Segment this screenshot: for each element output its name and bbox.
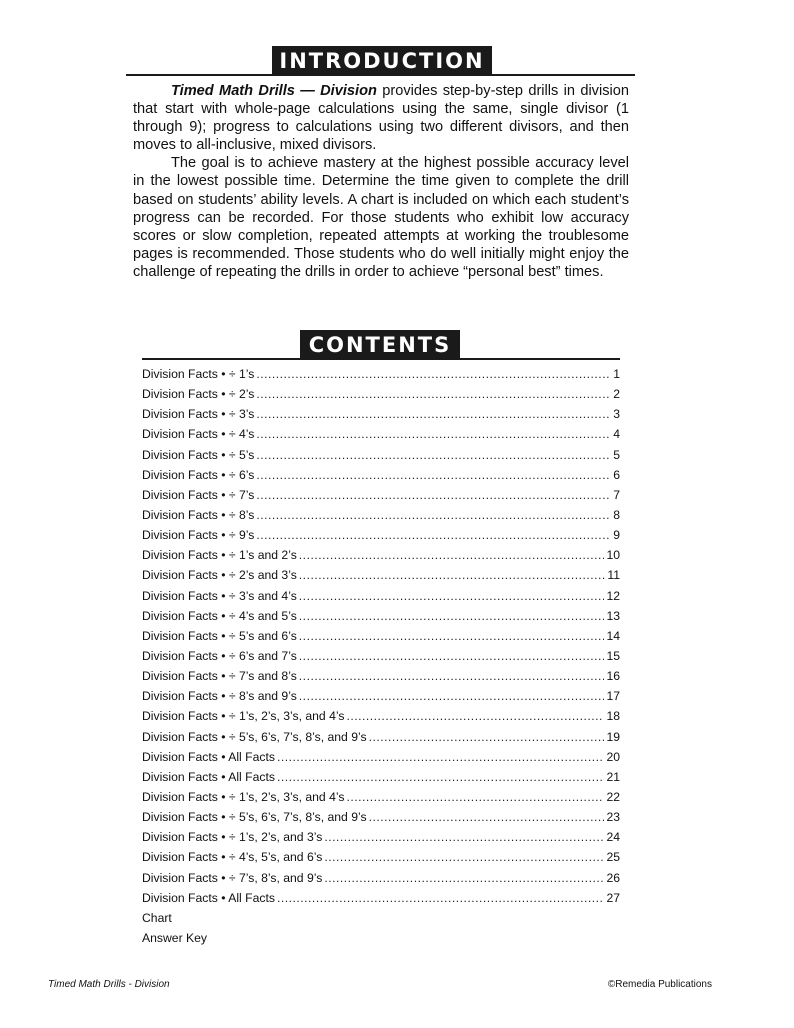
toc-entry-page: 19 [606, 729, 620, 744]
toc-entry [142, 747, 620, 767]
toc-dot-leader [299, 545, 605, 565]
contents-heading: CONTENTS [300, 330, 460, 360]
toc-entry [142, 505, 620, 525]
toc-entry-label: Division Facts • ÷ 3’s and 4’s [142, 588, 297, 603]
toc-dot-leader [256, 404, 611, 424]
toc-entry-label: Division Facts • ÷ 1’s, 2’s, 3’s, and 4’s [142, 709, 345, 724]
toc-dot-leader [346, 706, 604, 726]
toc-entry-label: Division Facts • ÷ 7’s [142, 487, 255, 502]
intro-paragraph-1 [133, 82, 629, 154]
toc-entry [142, 485, 620, 505]
toc-entry [142, 868, 620, 888]
toc-entry [142, 928, 620, 948]
toc-entry-label: Division Facts • ÷ 7’s, 8’s, and 9’s [142, 870, 323, 885]
toc-entry-page: 3 [613, 407, 620, 422]
toc-entry [142, 565, 620, 585]
toc-entry [142, 465, 620, 485]
toc-entry-page: 25 [606, 850, 620, 865]
toc-dot-leader [369, 727, 605, 747]
toc-entry [142, 606, 620, 626]
toc-entry-page: 2 [613, 387, 620, 402]
toc-entry-page: 22 [606, 789, 620, 804]
toc-dot-leader [299, 666, 605, 686]
toc-entry-label: Division Facts • All Facts [142, 890, 275, 905]
toc-entry-page: 6 [613, 467, 620, 482]
book-title: Timed Math Drills — Division [171, 83, 377, 99]
toc-dot-leader [299, 646, 605, 666]
toc-entry-page: 23 [606, 810, 620, 825]
toc-entry-page: 10 [606, 548, 620, 563]
toc-dot-leader [299, 565, 606, 585]
toc-entry [142, 545, 620, 565]
toc-dot-leader [299, 606, 605, 626]
toc-entry-page: 13 [606, 608, 620, 623]
toc-dot-leader [299, 626, 605, 646]
toc-entry-label: Division Facts • ÷ 1’s, 2’s, and 3’s [142, 830, 323, 845]
toc-entry [142, 586, 620, 606]
toc-entry [142, 364, 620, 384]
toc-entry-page: 17 [606, 689, 620, 704]
toc-dot-leader [256, 525, 611, 545]
toc-entry-page: 16 [606, 669, 620, 684]
toc-dot-leader [277, 767, 604, 787]
toc-dot-leader [324, 868, 604, 888]
toc-entry-label: Division Facts • ÷ 2’s and 3’s [142, 568, 297, 583]
toc-entry-page: 9 [613, 528, 620, 543]
toc-entry [142, 646, 620, 666]
toc-dot-leader [256, 465, 611, 485]
toc-entry-page: 4 [613, 427, 620, 442]
introduction-heading: INTRODUCTION [272, 46, 492, 76]
intro-paragraph-1-text: provides step-by-step drills in division that start with whole-page calculations using the same, single divisor (1 through 9); progress to calculations using two different divisors, and then moves to all-inclusive, mixed divisors. [133, 83, 629, 154]
introduction-body [133, 82, 629, 281]
toc-entry-label: Division Facts • All Facts [142, 769, 275, 784]
footer-publisher: ©Remedia Publications [607, 979, 712, 990]
toc-dot-leader [256, 364, 611, 384]
toc-entry [142, 807, 620, 827]
toc-entry [142, 666, 620, 686]
toc-entry-page: 18 [606, 709, 620, 724]
introduction-rule [126, 74, 635, 76]
toc-entry-page: 24 [606, 830, 620, 845]
toc-entry-page: 8 [613, 507, 620, 522]
toc-dot-leader [324, 827, 604, 847]
toc-entry-page: 12 [606, 588, 620, 603]
toc-entry-label: Division Facts • ÷ 6’s [142, 467, 255, 482]
toc-entry-label: Division Facts • ÷ 8’s and 9’s [142, 689, 297, 704]
toc-entry-label: Division Facts • ÷ 5’s, 6’s, 7’s, 8’s, and 9’s [142, 729, 367, 744]
toc-dot-leader [369, 807, 605, 827]
toc-entry-label: Division Facts • ÷ 6’s and 7’s [142, 648, 297, 663]
intro-paragraph-2: The goal is to achieve mastery at the highest possible accuracy level in the lowest possible time. Determine the time given to complete the drill based on students’ ability levels. A chart is included on which each student’s progress can be recorded. For those students who exhibit low accuracy scores or slow completion, repeated attempts at working the troublesome pages is recommended. Those students who do well initially might enjoy the challenge of repeating the drills in order to achieve “personal best” times. [133, 155, 629, 280]
toc-entry [142, 525, 620, 545]
toc-entry-page: 7 [613, 487, 620, 502]
toc-entry [142, 424, 620, 444]
toc-entry-label: Division Facts • ÷ 2’s [142, 387, 255, 402]
toc-entry-label: Division Facts • ÷ 5’s, 6’s, 7’s, 8’s, and 9’s [142, 810, 367, 825]
toc-entry [142, 727, 620, 747]
toc-entry-label: Division Facts • ÷ 1’s, 2’s, 3’s, and 4’s [142, 789, 345, 804]
toc-dot-leader [277, 888, 604, 908]
toc-entry [142, 908, 620, 928]
toc-entry-label: Division Facts • ÷ 5’s and 6’s [142, 628, 297, 643]
toc-entry-page: 27 [606, 890, 620, 905]
toc-entry-page: 26 [606, 870, 620, 885]
toc-entry-label: Division Facts • ÷ 5’s [142, 447, 255, 462]
toc-entry [142, 686, 620, 706]
toc-entry-label: Division Facts • ÷ 4’s [142, 427, 255, 442]
toc-entry-page: 14 [606, 628, 620, 643]
toc-dot-leader [346, 787, 604, 807]
toc-dot-leader [299, 586, 605, 606]
toc-entry [142, 626, 620, 646]
toc-entry [142, 888, 620, 908]
toc-entry [142, 384, 620, 404]
toc-entry-page: 1 [613, 367, 620, 381]
toc-entry-label: Division Facts • All Facts [142, 749, 275, 764]
toc-entry-page: 20 [606, 749, 620, 764]
toc-dot-leader [256, 424, 611, 444]
footer-book-title: Timed Math Drills - Division [48, 979, 170, 990]
toc-entry-label: Division Facts • ÷ 8’s [142, 507, 255, 522]
toc-entry-page: 21 [606, 769, 620, 784]
toc-entry [142, 847, 620, 867]
toc-entry [142, 445, 620, 465]
toc-dot-leader [256, 505, 611, 525]
toc-entry-page: 15 [606, 648, 620, 663]
toc-entry-page: 5 [613, 447, 620, 462]
toc-entry-label: Division Facts • ÷ 4’s, 5’s, and 6’s [142, 850, 323, 865]
toc-entry-label: Division Facts • ÷ 1’s and 2’s [142, 548, 297, 563]
toc-dot-leader [256, 445, 611, 465]
toc-entry [142, 827, 620, 847]
toc-entry-label: Chart [142, 910, 172, 925]
toc-entry-label: Division Facts • ÷ 3’s [142, 407, 255, 422]
toc-entry-page: 11 [607, 568, 620, 583]
table-of-contents [142, 364, 620, 948]
toc-entry-label: Division Facts • ÷ 7’s and 8’s [142, 669, 297, 684]
toc-entry-label: Answer Key [142, 930, 208, 945]
toc-entry [142, 404, 620, 424]
toc-dot-leader [256, 384, 611, 404]
contents-rule [142, 358, 620, 360]
toc-entry [142, 706, 620, 726]
toc-entry-label: Division Facts • ÷ 4’s and 5’s [142, 608, 297, 623]
toc-entry [142, 767, 620, 787]
toc-dot-leader [277, 747, 604, 767]
toc-dot-leader [256, 485, 611, 505]
toc-dot-leader [324, 847, 604, 867]
toc-entry-label: Division Facts • ÷ 1’s [142, 367, 255, 381]
toc-entry-label: Division Facts • ÷ 9’s [142, 528, 255, 543]
toc-dot-leader [299, 686, 605, 706]
toc-entry [142, 787, 620, 807]
